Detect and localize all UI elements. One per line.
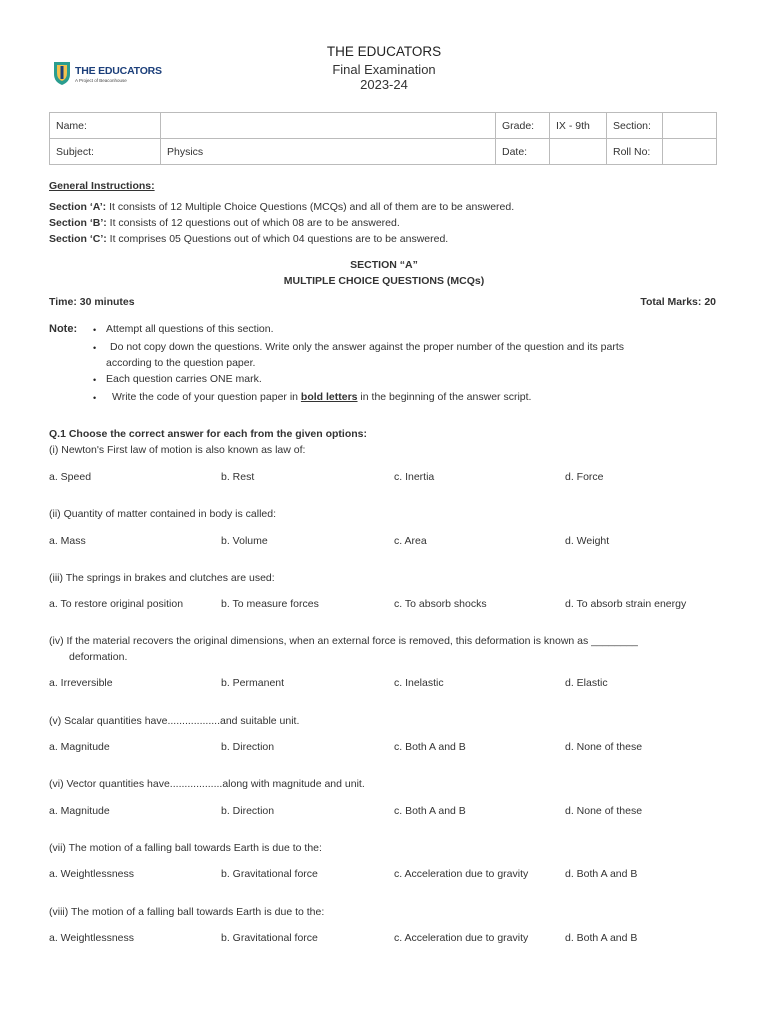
instruction-text: It consists of 12 questions out of which 08 are to be answered. <box>106 217 400 229</box>
note-item: Attempt all questions of this section. <box>106 323 274 335</box>
option-a: a. Speed <box>49 471 92 483</box>
question-text: (ii) Quantity of matter contained in body is called: <box>49 508 277 520</box>
grade-label: Grade: <box>496 113 550 139</box>
section-field[interactable] <box>663 113 717 139</box>
option-c: c. Acceleration due to gravity <box>394 868 529 880</box>
section-label: Section: <box>607 113 663 139</box>
option-a: a. Weightlessness <box>49 932 135 944</box>
logo-text: THE EDUCATORS <box>75 65 162 77</box>
option-d: d. None of these <box>565 805 643 817</box>
exam-year: 2023-24 <box>360 77 408 92</box>
note-item: Do not copy down the questions. Write only the answer against the proper number of the question and its parts <box>110 341 625 353</box>
option-c: c. Both A and B <box>394 805 466 817</box>
option-b: b. Gravitational force <box>221 868 318 880</box>
note-text: Write the code of your question paper in <box>112 391 301 403</box>
option-b: b. Direction <box>221 805 275 817</box>
exam-title: Final Examination <box>332 62 436 77</box>
bullet-icon: • <box>93 375 97 385</box>
option-c: c. Both A and B <box>394 741 466 753</box>
logo-tagline: A Project of Beaconhouse <box>75 78 127 83</box>
question-heading: Q.1 Choose the correct answer for each from the given options: <box>49 428 367 440</box>
total-marks: Total Marks: 20 <box>640 296 716 308</box>
option-b: b. Rest <box>221 471 255 483</box>
grade-value: IX - 9th <box>550 113 607 139</box>
option-a: a. Irreversible <box>49 677 113 689</box>
instruction-label: Section ‘C’: <box>49 233 107 245</box>
subject-value: Physics <box>161 139 496 165</box>
instruction-item <box>49 217 400 229</box>
section-subtitle: MULTIPLE CHOICE QUESTIONS (MCQs) <box>283 275 485 287</box>
question-text: (iii) The springs in brakes and clutches are used: <box>49 572 275 584</box>
instruction-text: It comprises 05 Questions out of which 04 questions are to be answered. <box>106 233 449 245</box>
table-row <box>50 139 717 165</box>
logo-emblem-icon <box>52 60 72 86</box>
question-text: (v) Scalar quantities have..................and suitable unit. <box>49 715 300 727</box>
option-d: d. Weight <box>565 535 610 547</box>
option-c: c. Inelastic <box>394 677 444 689</box>
name-label: Name: <box>50 113 161 139</box>
option-c: c. Acceleration due to gravity <box>394 932 529 944</box>
option-c: c. Inertia <box>394 471 435 483</box>
option-c: c. Area <box>394 535 427 547</box>
note-item <box>112 391 531 403</box>
option-b: b. Permanent <box>221 677 285 689</box>
instruction-item <box>49 233 448 245</box>
option-d: d. To absorb strain energy <box>565 598 687 610</box>
option-b: b. To measure forces <box>221 598 319 610</box>
option-a: a. Weightlessness <box>49 868 135 880</box>
time-allowed: Time: 30 minutes <box>49 296 135 308</box>
question-text-continued: deformation. <box>69 651 128 663</box>
instruction-label: Section ‘B’: <box>49 217 107 229</box>
note-text: in the beginning of the answer script. <box>357 391 532 403</box>
question-text: (vii) The motion of a falling ball towards Earth is due to the: <box>49 842 322 854</box>
question-text: (vi) Vector quantities have..................along with magnitude and unit. <box>49 778 365 790</box>
date-field[interactable] <box>550 139 607 165</box>
instruction-item <box>49 201 514 213</box>
option-a: a. Mass <box>49 535 86 547</box>
option-d: d. None of these <box>565 741 643 753</box>
option-b: b. Gravitational force <box>221 932 318 944</box>
bullet-icon: • <box>93 343 97 353</box>
option-d: d. Elastic <box>565 677 608 689</box>
school-title: THE EDUCATORS <box>326 44 442 59</box>
section-title: SECTION “A” <box>350 259 418 271</box>
option-d: d. Both A and B <box>565 868 638 880</box>
instruction-text: It consists of 12 Multiple Choice Questions (MCQs) and all of them are to be answered. <box>106 201 515 213</box>
school-logo <box>52 60 162 86</box>
rollno-label: Roll No: <box>607 139 663 165</box>
question-text: (viii) The motion of a falling ball towards Earth is due to the: <box>49 906 325 918</box>
instructions-heading: General Instructions: <box>49 180 155 192</box>
option-d: d. Both A and B <box>565 932 638 944</box>
rollno-field[interactable] <box>663 139 717 165</box>
question-text: (i) Newton's First law of motion is also known as law of: <box>49 444 306 456</box>
bullet-icon: • <box>93 325 97 335</box>
bullet-icon: • <box>93 393 97 403</box>
option-a: a. To restore original position <box>49 598 184 610</box>
option-b: b. Volume <box>221 535 268 547</box>
option-a: a. Magnitude <box>49 805 110 817</box>
question-text: (iv) If the material recovers the original dimensions, when an external force is removed, this deformation is known as ________ <box>49 635 638 647</box>
table-row <box>50 113 717 139</box>
option-a: a. Magnitude <box>49 741 110 753</box>
student-info-table <box>49 112 717 165</box>
note-item: Each question carries ONE mark. <box>106 373 262 385</box>
option-b: b. Direction <box>221 741 275 753</box>
option-c: c. To absorb shocks <box>394 598 487 610</box>
option-d: d. Force <box>565 471 604 483</box>
instruction-label: Section ‘A’: <box>49 201 107 213</box>
note-label: Note: <box>49 323 78 335</box>
note-item-continued: according to the question paper. <box>106 357 256 369</box>
subject-label: Subject: <box>50 139 161 165</box>
note-emphasis: bold letters <box>300 391 358 403</box>
date-label: Date: <box>496 139 550 165</box>
name-field[interactable] <box>161 113 496 139</box>
